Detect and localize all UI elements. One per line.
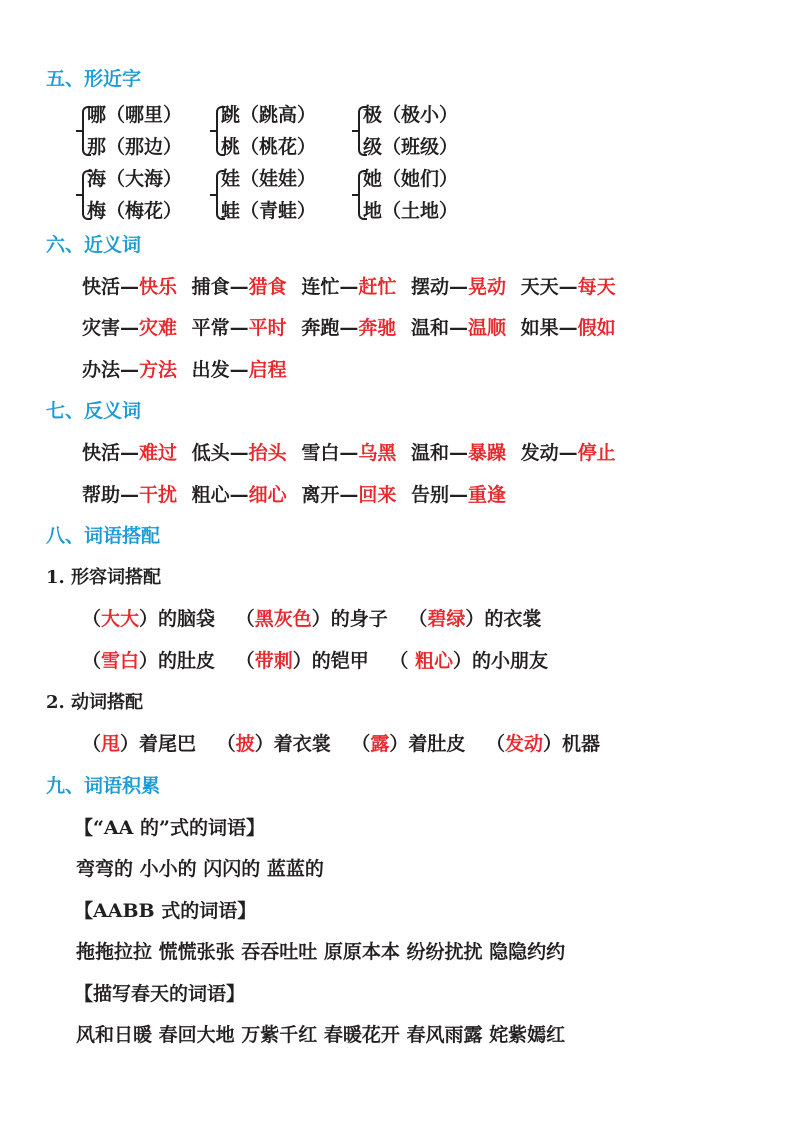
collocation-item <box>217 733 331 755</box>
word: 粗心 <box>191 484 230 506</box>
word: 温和 <box>410 442 449 464</box>
answer-word: 奔驰 <box>358 317 397 339</box>
answer-word: 方法 <box>139 359 178 381</box>
dash: — <box>229 442 249 464</box>
dash: — <box>339 276 359 298</box>
answer-word: 停止 <box>577 442 616 464</box>
collocation-item <box>236 608 388 630</box>
answer-word: 平时 <box>248 317 287 339</box>
antonym-pair <box>192 484 287 506</box>
dash: — <box>448 276 468 298</box>
antonym-pair <box>411 442 506 464</box>
word: 雪白 <box>301 442 340 464</box>
section-title-accumulation: 九、词语积累 <box>46 775 161 797</box>
collocation-item <box>389 650 548 672</box>
paren: （ <box>82 608 102 630</box>
accumulation-title: 【描写春天的词语】 <box>74 983 246 1005</box>
section-title-collocation: 八、词语搭配 <box>46 525 161 547</box>
synonym-pair <box>301 276 396 298</box>
similar-char-group <box>358 164 478 228</box>
synonym-pair <box>192 317 287 339</box>
section-title-synonyms: 六、近义词 <box>46 234 142 256</box>
synonym-row <box>82 357 295 383</box>
word: 帮助 <box>82 484 121 506</box>
answer-word: 雪白 <box>101 650 140 672</box>
synonym-pair <box>521 317 616 339</box>
paren: （ <box>389 650 415 672</box>
antonym-pair <box>192 442 287 464</box>
word: 如果 <box>520 317 559 339</box>
collocation-row <box>82 606 541 632</box>
dash: — <box>120 276 140 298</box>
answer-word: 披 <box>235 733 255 755</box>
dash: — <box>339 484 359 506</box>
dash: — <box>229 484 249 506</box>
answer-word: 晃动 <box>467 276 506 298</box>
answer-word: 黑灰色 <box>254 608 312 630</box>
dash: — <box>558 442 578 464</box>
similar-char-a: 海（大海） <box>87 168 183 190</box>
answer-word: 重逢 <box>467 484 506 506</box>
subsection-title-verb: 2. 动词搭配 <box>46 692 144 713</box>
answer-word: 回来 <box>358 484 397 506</box>
dash: — <box>558 317 578 339</box>
similar-char-a: 娃（娃娃） <box>221 168 317 190</box>
word: 快活 <box>82 276 121 298</box>
paren: （ <box>82 733 102 755</box>
accumulation-words: 拖拖拉拉 慌慌张张 吞吞吐吐 原原本本 纷纷扰扰 隐隐约约 <box>76 941 566 963</box>
answer-word: 赶忙 <box>358 276 397 298</box>
synonym-pair <box>82 276 177 298</box>
similar-char-b: 蛙（青蛙） <box>221 200 317 222</box>
paren: （ <box>82 650 102 672</box>
dash: — <box>229 317 249 339</box>
paren: （ <box>235 650 255 672</box>
similar-char-b: 级（班级） <box>363 136 459 158</box>
paren: （ <box>351 733 371 755</box>
answer-word: 难过 <box>139 442 178 464</box>
word: 天天 <box>520 276 559 298</box>
paren: （ <box>408 608 428 630</box>
phrase: ）的小朋友 <box>452 650 548 672</box>
dash: — <box>229 276 249 298</box>
accumulation-title: 【AABB 式的词语】 <box>74 900 257 922</box>
dash: — <box>229 359 249 381</box>
answer-word: 假如 <box>577 317 616 339</box>
answer-word: 碧绿 <box>427 608 466 630</box>
synonym-pair <box>82 359 177 381</box>
answer-word: 大大 <box>101 608 140 630</box>
dash: — <box>339 317 359 339</box>
phrase: ）机器 <box>543 733 601 755</box>
collocation-item <box>82 733 196 755</box>
similar-char-group <box>82 164 202 228</box>
similar-char-a: 她（她们） <box>363 168 459 190</box>
dash: — <box>120 442 140 464</box>
word: 办法 <box>82 359 121 381</box>
word: 低头 <box>191 442 230 464</box>
collocation-item <box>82 608 215 630</box>
collocation-item <box>486 733 600 755</box>
word: 奔跑 <box>301 317 340 339</box>
antonym-pair <box>301 442 396 464</box>
similar-char-group <box>358 100 478 164</box>
answer-word: 抬头 <box>248 442 287 464</box>
antonym-pair <box>301 484 396 506</box>
dash: — <box>448 484 468 506</box>
word: 平常 <box>191 317 230 339</box>
antonym-pair <box>82 484 177 506</box>
similar-char-group <box>82 100 202 164</box>
word: 灾害 <box>82 317 121 339</box>
phrase: ）着尾巴 <box>120 733 197 755</box>
word: 发动 <box>520 442 559 464</box>
similar-char-b: 那（那边） <box>87 136 183 158</box>
antonym-row <box>82 482 514 508</box>
phrase: ）着肚皮 <box>389 733 466 755</box>
collocation-row <box>82 731 600 757</box>
dash: — <box>448 442 468 464</box>
dash: — <box>448 317 468 339</box>
collocation-item <box>351 733 465 755</box>
similar-char-a: 哪（哪里） <box>87 104 183 126</box>
synonym-row <box>82 315 624 341</box>
answer-word: 快乐 <box>139 276 178 298</box>
answer-word: 干扰 <box>139 484 178 506</box>
answer-word: 露 <box>370 733 390 755</box>
dash: — <box>558 276 578 298</box>
paren: （ <box>235 608 255 630</box>
phrase: ）着衣裳 <box>254 733 331 755</box>
dash: — <box>339 442 359 464</box>
answer-word: 甩 <box>101 733 121 755</box>
antonym-pair <box>82 442 177 464</box>
answer-word: 启程 <box>248 359 287 381</box>
collocation-item <box>408 608 541 630</box>
section-title-antonyms: 七、反义词 <box>46 400 142 422</box>
word: 温和 <box>410 317 449 339</box>
phrase: ）的肚皮 <box>139 650 216 672</box>
phrase: ）的铠甲 <box>292 650 369 672</box>
antonym-pair <box>411 484 506 506</box>
word: 摆动 <box>410 276 449 298</box>
answer-word: 温顺 <box>467 317 506 339</box>
word: 捕食 <box>191 276 230 298</box>
section-title-similar-chars: 五、形近字 <box>46 68 142 90</box>
similar-char-b: 梅（梅花） <box>87 200 183 222</box>
word: 告别 <box>410 484 449 506</box>
dash: — <box>120 484 140 506</box>
accumulation-words: 弯弯的 小小的 闪闪的 蓝蓝的 <box>76 858 324 880</box>
accumulation-title: 【“AA 的”式的词语】 <box>74 817 265 839</box>
similar-char-a: 跳（跳高） <box>221 104 317 126</box>
similar-char-b: 地（土地） <box>363 200 459 222</box>
dash: — <box>120 359 140 381</box>
answer-word: 暴躁 <box>467 442 506 464</box>
answer-word: 带刺 <box>254 650 293 672</box>
accumulation-words: 风和日暖 春回大地 万紫千红 春暖花开 春风雨露 姹紫嫣红 <box>76 1024 566 1046</box>
synonym-pair <box>521 276 616 298</box>
dash: — <box>120 317 140 339</box>
answer-word: 猎食 <box>248 276 287 298</box>
synonym-row <box>82 274 624 300</box>
word: 出发 <box>191 359 230 381</box>
similar-char-b: 桃（桃花） <box>221 136 317 158</box>
synonym-pair <box>192 276 287 298</box>
antonym-pair <box>521 442 616 464</box>
collocation-row <box>82 648 548 674</box>
similar-char-a: 极（极小） <box>363 104 459 126</box>
paren: （ <box>486 733 506 755</box>
collocation-item <box>82 650 215 672</box>
answer-word: 每天 <box>577 276 616 298</box>
antonym-row <box>82 440 624 466</box>
answer-word: 发动 <box>505 733 544 755</box>
phrase: ）的脑袋 <box>139 608 216 630</box>
phrase: ）的身子 <box>311 608 388 630</box>
phrase: ）的衣裳 <box>465 608 542 630</box>
word: 离开 <box>301 484 340 506</box>
answer-word: 乌黑 <box>358 442 397 464</box>
answer-word: 粗心 <box>414 650 453 672</box>
similar-char-group <box>216 100 336 164</box>
synonym-pair <box>411 317 506 339</box>
synonym-pair <box>82 317 177 339</box>
word: 快活 <box>82 442 121 464</box>
word: 连忙 <box>301 276 340 298</box>
synonym-pair <box>301 317 396 339</box>
answer-word: 灾难 <box>139 317 178 339</box>
synonym-pair <box>411 276 506 298</box>
subsection-title-adjective: 1. 形容词搭配 <box>46 567 162 588</box>
synonym-pair <box>192 359 287 381</box>
collocation-item <box>236 650 369 672</box>
paren: （ <box>216 733 236 755</box>
similar-char-group <box>216 164 336 228</box>
answer-word: 细心 <box>248 484 287 506</box>
